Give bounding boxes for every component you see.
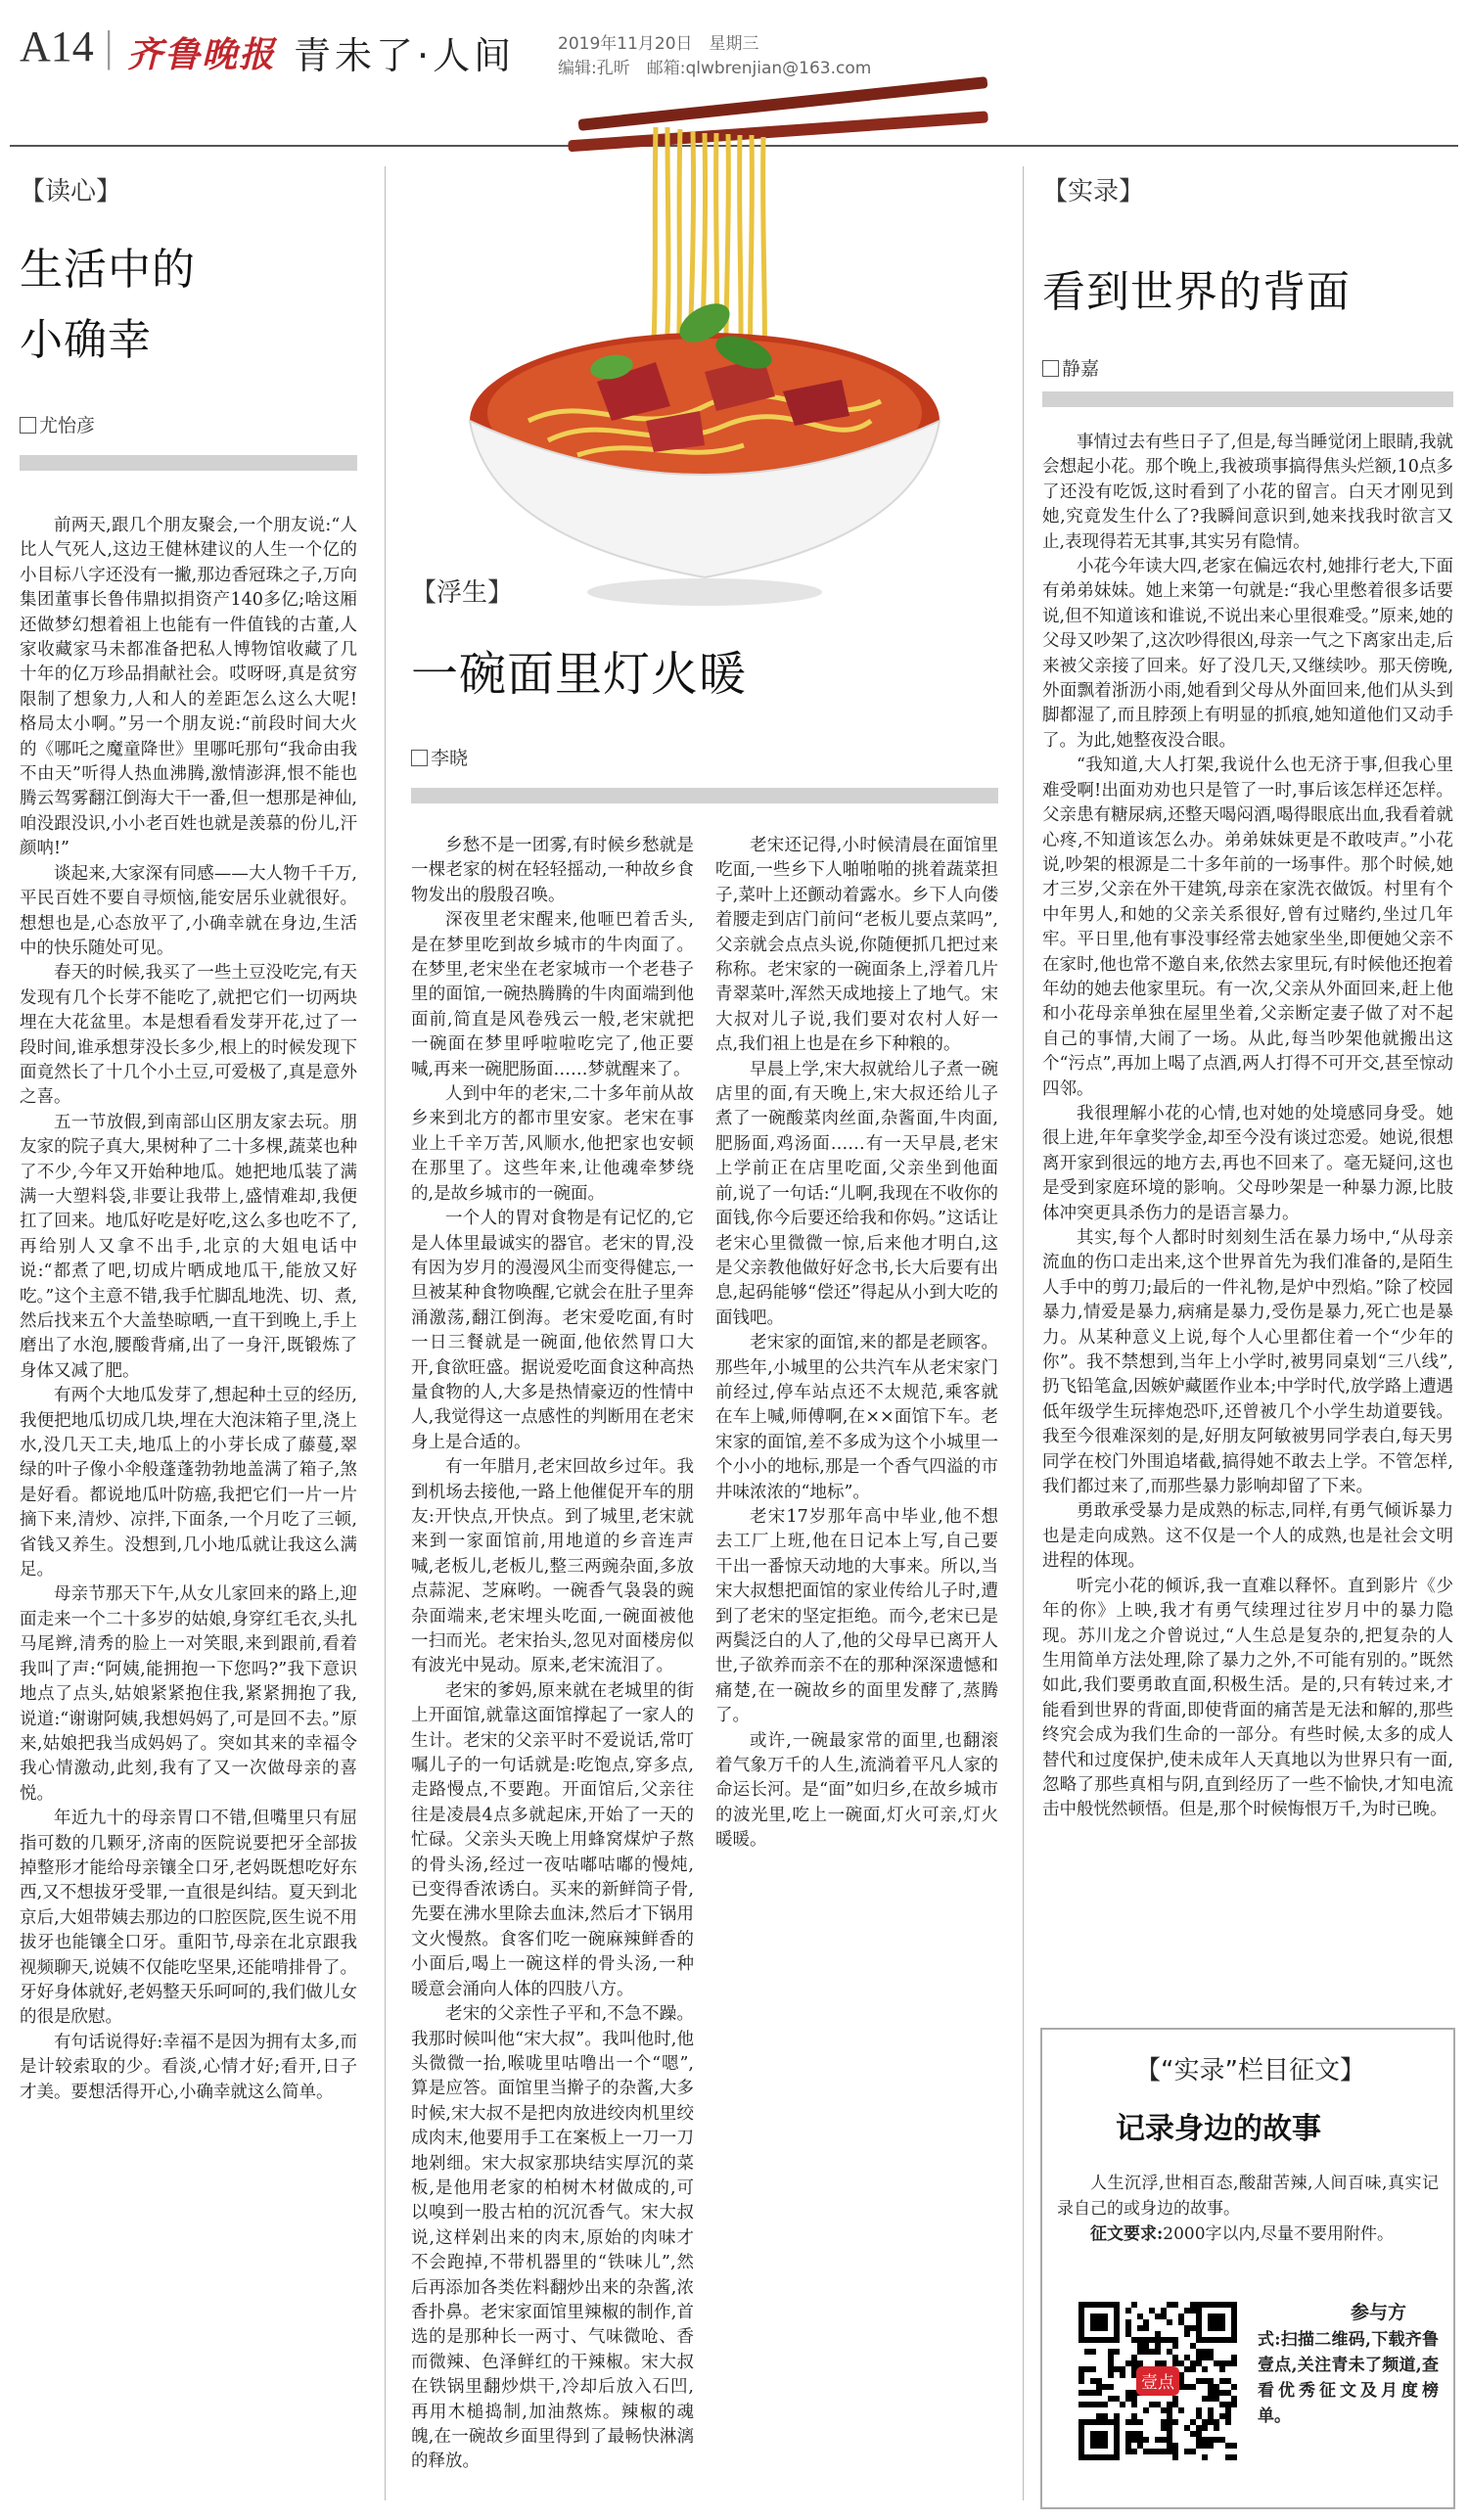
paragraph: 听完小花的倾诉,我一直难以释怀。直到影片《少年的你》上映,我才有勇气续理过往岁月中的暴力隐现。苏川龙之介曾说过,“人生总是复杂的,把复杂的人生用简单方法处理,除了暴力之外,不可能有别的。”既然如此,我们要勇敢直面,积极生活。是的,只有转过来,才能看到世界的背面,即使背面的痛苦是无法和解的,那些终究会成为我们生命的一部分。有些时候,太多的成人替代和过度保护,使未成年人天真地以为世界只有一面,忽略了那些真相与阴,直到经历了一些不愉快,才知电流击中般恍然顿悟。但是,那个时候悔恨万千,为时已晚。 — [1042, 1576, 1453, 1820]
paragraph: 年近九十的母亲胃口不错,但嘴里只有屈指可数的几颗牙,济南的医院说要把牙全部拔掉整形才能给母亲镶全口牙,老妈既想吃好东西,又不想拔牙受罪,一直很是纠结。夏天到北京后,大姐带姨去那边的口腔医院,医生说不用拔牙也能镶全口牙。重阳节,母亲在北京跟我视频聊天,说姨不仅能吃坚果,还能啃排骨了。牙好身体就好,老妈整天乐呵呵的,我们做儿女的很是欣慰。 — [20, 1809, 357, 2028]
requirement-text: 2000字以内,尽量不要用附件。 — [1163, 2224, 1394, 2244]
paragraph: 老宋还记得,小时候清晨在面馆里吃面,一些乡下人啪啪啪的挑着蔬菜担子,菜叶上还颤动着露水。乡下人向偻着腰走到店门前问“老板儿要点菜吗”,父亲就会点点头说,你随便抓几把过来称称。老宋家的一碗面条上,浮着几片青翠菜叶,浑然天成地接上了地气。宋大叔对儿子说,我们要对农村人好一点,我们祖上也是在乡下种粮的。 — [715, 836, 998, 1055]
paragraph: 早晨上学,宋大叔就给儿子煮一碗店里的面,有天晚上,宋大叔还给儿子煮了一碗酸菜肉丝面,杂酱面,牛肉面,肥肠面,鸡汤面……有一天早晨,老宋上学前正在店里吃面,父亲坐到他面前,说了一句话:“儿啊,我现在不收你的面钱,你今后要还给我和你妈。”这话让老宋心里微微一惊,后来他才明白,这是父亲教他做好好念书,长大后要有出息,起码能够“偿还”得起从小到大吃的面钱吧。 — [715, 1059, 998, 1328]
paragraph: 有句话说得好:幸福不是因为拥有太多,而是计较索取的少。看淡,心情才好;看开,日子才美。要想活得开心,小确幸就这么简单。 — [20, 2032, 357, 2102]
paragraph: 老宋的父亲性子平和,不急不躁。我那时候叫他“宋大叔”。我叫他时,他头微微一抬,喉咙里咕噜出一个“嗯”,算是应答。面馆里当擀子的杂酱,大多时候,宋大叔不是把肉放进绞肉机里绞成肉末,他要用手工在案板上一刀一刀地剁细。宋大叔家那块结实厚沉的菜板,是他用老家的柏树木材做成的,可以嗅到一股古柏的沉沉香气。宋大叔说,这样剁出来的肉末,原始的肉味才不会跑掉,不带机器里的“铁味儿”,然后再添加各类佐料翻炒出来的杂酱,浓香扑鼻。老宋家面馆里辣椒的制作,首选的是那种长一两寸、气味微呛、香而微辣、色泽鲜红的干辣椒。宋大叔在铁锅里翻炒烘干,冷却后放入石凹,再用木槌捣制,加油熬炼。辣椒的魂魄,在一碗故乡面里得到了最畅快淋漓的释放。 — [411, 2004, 694, 2472]
left-article-author: 尤怡彦 — [20, 411, 95, 437]
requirement-label: 征文要求: — [1090, 2224, 1164, 2244]
paragraph: 人到中年的老宋,二十多年前从故乡来到北方的都市里安家。老宋在事业上千辛万苦,风顺水,他把家也安顿在那里了。这些年来,让他魂牵梦绕的,是故乡城市的一碗面。 — [411, 1084, 694, 1204]
column-divider-right — [1023, 166, 1024, 2500]
paragraph: 五一节放假,到南部山区朋友家去玩。朋友家的院子真大,果树种了二十多棵,蔬菜也种了不少,今年又开始种地瓜。她把地瓜装了满满一大塑料袋,非要让我带上,盛情难却,我便扛了回来。地瓜好吃是好吃,这么多也吃不了,再给别人又拿不出手,北京的大姐电话中说:“都煮了吧,切成片晒成地瓜干,能放又好吃。”这个主意不错,我手忙脚乱地洗、切、煮,然后找来五个大盖垫晾晒,一直干到晚上,手上磨出了水泡,腰酸背痛,出了一身汗,既锻炼了身体又减了肥。 — [20, 1112, 357, 1381]
paragraph: 有两个大地瓜发芽了,想起种土豆的经历,我便把地瓜切成几块,埋在大泡沫箱子里,浇上水,没几天工夫,地瓜上的小芽长成了藤蔓,翠绿的叶子像小伞般蓬蓬勃勃地盖满了箱子,煞是好看。都说地瓜叶防癌,我把它们一片一片摘下来,清炒、凉拌,下面条,一个月吃了三顿,省钱又养生。没想到,几小地瓜就让我这么满足。 — [20, 1386, 357, 1581]
paragraph: 小花今年读大四,老家在偏远农村,她排行老大,下面有弟弟妹妹。她上来第一句就是:“我心里憋着很多话要说,但不知道该和谁说,不说出来心里很难受。”原来,她的父母又吵架了,这次吵得很凶,母亲一气之下离家出走,后来被父亲接了回来。好了没几天,又继续吵。那天傍晚,外面飘着浙沥小雨,她看到父母从外面回来,他们从头到脚都湿了,而且脖颈上有明显的抓痕,她知道他们又动手了。为此,她整夜没合眼。 — [1042, 557, 1453, 751]
masthead-separator: | — [104, 23, 114, 70]
section-name: 青未了·人间 — [294, 34, 516, 77]
paragraph: 老宋17岁那年高中毕业,他不想去工厂上班,他在日记本上写,自己要干出一番惊天动地的大事来。所以,当宋大叔想把面馆的家业传给儿子时,遭到了老宋的坚定拒绝。而今,老宋已是两鬓泛白的人了,他的父母早已离开人世,子欲养而亲不在的那种深深遗憾和痛楚,在一碗故乡的面里发酵了,蒸腾了。 — [715, 1506, 998, 1726]
left-article-divider — [20, 455, 357, 471]
paragraph: 有一年腊月,老宋回故乡过年。我到机场去接他,一路上他催促开车的朋友:开快点,开快点。到了城里,老宋就来到一家面馆前,用地道的乡音连声喊,老板儿,老板儿,整三两豌杂面,多放点蒜泥、芝麻哟。一碗香气袅袅的豌杂面端来,老宋埋头吃面,一碗面被他一扫而光。老宋抬头,忽见对面楼房似有波光中晃动。原来,老宋流泪了。 — [411, 1457, 694, 1676]
qr-code-icon[interactable] — [1075, 2298, 1241, 2464]
center-article-divider — [411, 788, 998, 803]
paragraph: 老宋家的面馆,来的都是老顾客。那些年,小城里的公共汽车从老宋家门前经过,停车站点还不太规范,乘客就在车上喊,师傅啊,在××面馆下车。老宋家的面馆,差不多成为这个小城里一个小小的地标,那是一个香气四溢的市井味浓浓的“地标”。 — [715, 1333, 998, 1502]
right-article-divider — [1042, 391, 1453, 407]
center-article-title: 一碗面里灯火暖 — [411, 647, 748, 702]
noodle-bowl-illustration — [411, 69, 1018, 617]
submission-tag: 【“实录”栏目征文】 — [1135, 2056, 1365, 2085]
participation-heading: 参与方 — [1351, 2302, 1407, 2323]
paragraph: 乡愁不是一团雾,有时候乡愁就是一棵老家的树在轻轻摇动,一种故乡食物发出的殷殷召唤。 — [411, 836, 694, 905]
submission-body — [1057, 2171, 1439, 2247]
paragraph: 勇敢承受暴力是成熟的标志,同样,有勇气倾诉暴力也是走向成熟。这不仅是一个人的成熟,也是社会文明进程的体现。 — [1042, 1501, 1453, 1572]
paper-name: 齐鲁晚报 — [127, 34, 277, 75]
left-article-title — [20, 235, 196, 376]
author-box-icon — [1042, 360, 1059, 377]
editor-info: 编辑:孔昕 邮箱:qlwbrenjian@163.com — [558, 59, 872, 78]
qr-badge-label: 壹点 — [1141, 2373, 1174, 2393]
center-article-body — [411, 834, 998, 2502]
left-article-tag: 【读心】 — [20, 177, 122, 206]
paragraph: 其实,每个人都时时刻刻生活在暴力场中,“从母亲流血的伤口走出来,这个世界首先为我们准备的,是陌生人手中的剪刀;最后的一件礼物,是炉中烈焰。”除了校园暴力,情爱是暴力,病痛是暴力,受伤是暴力,死亡也是暴力。从某种意义上说,每个人心里都住着一个“少年的你”。我不禁想到,当年上小学时,被男同桌划“三八线”,扔飞铅笔盒,因嫉妒藏匿作业本;中学时代,放学路上遭遇低年级学生玩摔炮恐吓,还曾被几个小学生劫道要钱。我至今很难深刻的是,好朋友阿敏被男同学表白,每天男同学在校门外围追堵截,搞得她不敢去上学。不管怎样,我们都过来了,而那些暴力影响却留了下来。 — [1042, 1228, 1453, 1497]
page-number: A14 | — [20, 23, 114, 70]
paragraph: “我知道,大人打架,我说什么也无济于事,但我心里难受啊!出面劝劝也只是管了一时,事后该怎样还怎样。父亲患有糖尿病,还整天喝闷酒,喝得眼底出血,我看着就心疼,不知道该怎么办。弟弟妹妹更是不敢吱声。”小花说,吵架的根源是二十多年前的一场事件。那个时候,她才三岁,父亲在外干建筑,母亲在家洗衣做饭。村里有个中年男人,和她的父亲关系很好,曾有过赌约,坐过几年牢。平日里,他有事没事经常去她家坐坐,即便她父亲不在家时,他也常不邀自来,依然去家里玩,有时候他还抱着年幼的她去他家里玩。有一次,父亲从外面回来,赶上他和小花母亲单独在屋里坐着,父亲断定妻子做了对不起自己的事情,大闹了一场。从此,每当吵架他就搬出这个“污点”,再加上喝了点酒,两人打得不可开交,甚至惊动四邻。 — [1042, 756, 1453, 1099]
submission-title: 记录身边的故事 — [1116, 2112, 1321, 2146]
paragraph: 老宋的爹妈,原来就在老城里的街上开面馆,就靠这面馆撑起了一家人的生计。老宋的父亲平时不爱说话,常叮嘱儿子的一句话就是:吃饱点,穿多点,走路慢点,不要跑。开面馆后,父亲往往是凌晨4点多就起床,开始了一天的忙碌。父亲头天晚上用蜂窝煤炉子熬的骨头汤,经过一夜咕嘟咕嘟的慢炖,已变得香浓诱白。买来的新鲜筒子骨,先要在沸水里除去血沫,然后才下锅用文火慢熬。食客们吃一碗麻辣鲜香的小面后,喝上一碗这样的骨头汤,一种暖意会涌向人体的四肢八方。 — [411, 1680, 694, 1999]
submission-intro: 人生沉浮,世相百态,酸甜苦辣,人间百味,真实记录自己的或身边的故事。 — [1057, 2174, 1439, 2219]
paragraph: 事情过去有些日子了,但是,每当睡觉闭上眼睛,我就会想起小花。那个晚上,我被琐事搞得焦头烂额,10点多了还没有吃饭,这时看到了小花的留言。白天才刚见到她,究竟发生什么了?我瞬间意识到,她来找我时欲言又止,表现得若无其事,其实另有隐情。 — [1042, 433, 1453, 552]
center-article-author: 李晓 — [411, 744, 468, 770]
author-box-icon — [20, 417, 36, 434]
submission-requirement — [1057, 2222, 1439, 2247]
left-title-line-2: 小确幸 — [20, 315, 152, 365]
right-article-title: 看到世界的背面 — [1042, 267, 1351, 317]
column-divider-left — [385, 166, 386, 2500]
paragraph: 我很理解小花的心情,也对她的处境感同身受。她很上进,年年拿奖学金,却至今没有谈过恋爱。她说,很想离开家到很远的地方去,再也不回来了。毫无疑问,这也是受到家庭环境的影响。父母吵架是一种暴力源,比肢体冲突更具杀伤力的是语言暴力。 — [1042, 1103, 1453, 1223]
issue-date: 2019年11月20日 星期三 — [558, 34, 759, 54]
paragraph: 或许,一碗最家常的面里,也翻滚着气象万千的人生,流淌着平凡人家的命运长河。是“面”如归乡,在故乡城市的波光里,吃上一碗面,灯火可亲,灯火暖暖。 — [715, 1730, 998, 1851]
participation-instructions: 式:扫描二维码,下载齐鲁壹点,关注青未了频道,查看优秀征文及月度榜单。 — [1258, 2330, 1439, 2426]
right-article-author: 静嘉 — [1042, 354, 1099, 381]
left-title-line-1: 生活中的 — [20, 245, 196, 295]
paragraph: 母亲节那天下午,从女儿家回来的路上,迎面走来一个二十多岁的姑娘,身穿红毛衣,头扎马尾辫,清秀的脸上一对笑眼,来到跟前,看着我叫了声:“阿姨,能拥抱一下您吗?”我下意识地点了点头,姑娘紧紧抱住我,紧紧拥抱了我,说道:“谢谢阿姨,我想妈妈了,可是回不去。”原来,姑娘把我当成妈妈了。突如其来的幸福令我心情激动,此刻,我有了又一次做母亲的喜悦。 — [20, 1584, 357, 1804]
paragraph: 春天的时候,我买了一些土豆没吃完,有天发现有几个长芽不能吃了,就把它们一切两块埋在大花盆里。本是想看看发芽开花,过了一段时间,谁承想芽没长多少,根上的时候发现下面竟然长了十几个小土豆,可爱极了,真是意外之喜。 — [20, 963, 357, 1108]
right-article-body — [1042, 431, 1453, 2011]
center-article-tag: 【浮生】 — [411, 578, 514, 608]
paragraph: 谈起来,大家深有同感——大人物千千万,平民百姓不要自寻烦恼,能安居乐业就很好。想想也是,心态放平了,小确幸就在身边,生活中的快乐随处可见。 — [20, 863, 357, 958]
paragraph: 深夜里老宋醒来,他咂巴着舌头,是在梦里吃到故乡城市的牛肉面了。在梦里,老宋坐在老家城市一个老巷子里的面馆,一碗热腾腾的牛肉面端到他面前,简直是风卷残云一般,老宋就把一碗面在梦里呼啦啦吃完了,他正要喊,再来一碗肥肠面……梦就醒来了。 — [411, 910, 694, 1079]
paragraph: 前两天,跟几个朋友聚会,一个朋友说:“人比人气死人,这边王健林建议的人生一个亿的小目标八字还没有一撇,那边香冠珠之子,万向集团董事长鲁伟鼎拟捐资产140多亿;啥这厢还做梦幻想着祖上也能有一件值钱的古董,人家收藏家马未都准备把私人博物馆收藏了几十年的亿万珍品捐献社会。哎呀呀,真是贫穷限制了想象力,人和人的差距怎么这么大呢!格局太小啊。”另一个朋友说:“前段时间大火的《哪吒之魔童降世》里哪吒那句“我命由我不由天”听得人热血沸腾,激情澎湃,恨不能也腾云驾雾翻江倒海大干一番,但一想那是神仙,咱没跟没识,小小老百姓也就是羡慕的份儿,汗颜呐!” — [20, 516, 357, 859]
author-box-icon — [411, 750, 428, 766]
paragraph: 一个人的胃对食物是有记忆的,它是人体里最诚实的器官。老宋的胃,没有因为岁月的漫漫风尘而变得健忘,一旦被某种食物唤醒,它就会在肚子里奔涌激荡,翻江倒海。老宋爱吃面,有时一日三餐就是一碗面,他依然胃口大开,食欲旺盛。据说爱吃面食这种高热量食物的人,大多是热情豪迈的性情中人,我觉得这一点感性的判断用在老宋身上是合适的。 — [411, 1209, 694, 1452]
right-article-tag: 【实录】 — [1042, 177, 1145, 206]
left-article-body — [20, 514, 357, 2500]
